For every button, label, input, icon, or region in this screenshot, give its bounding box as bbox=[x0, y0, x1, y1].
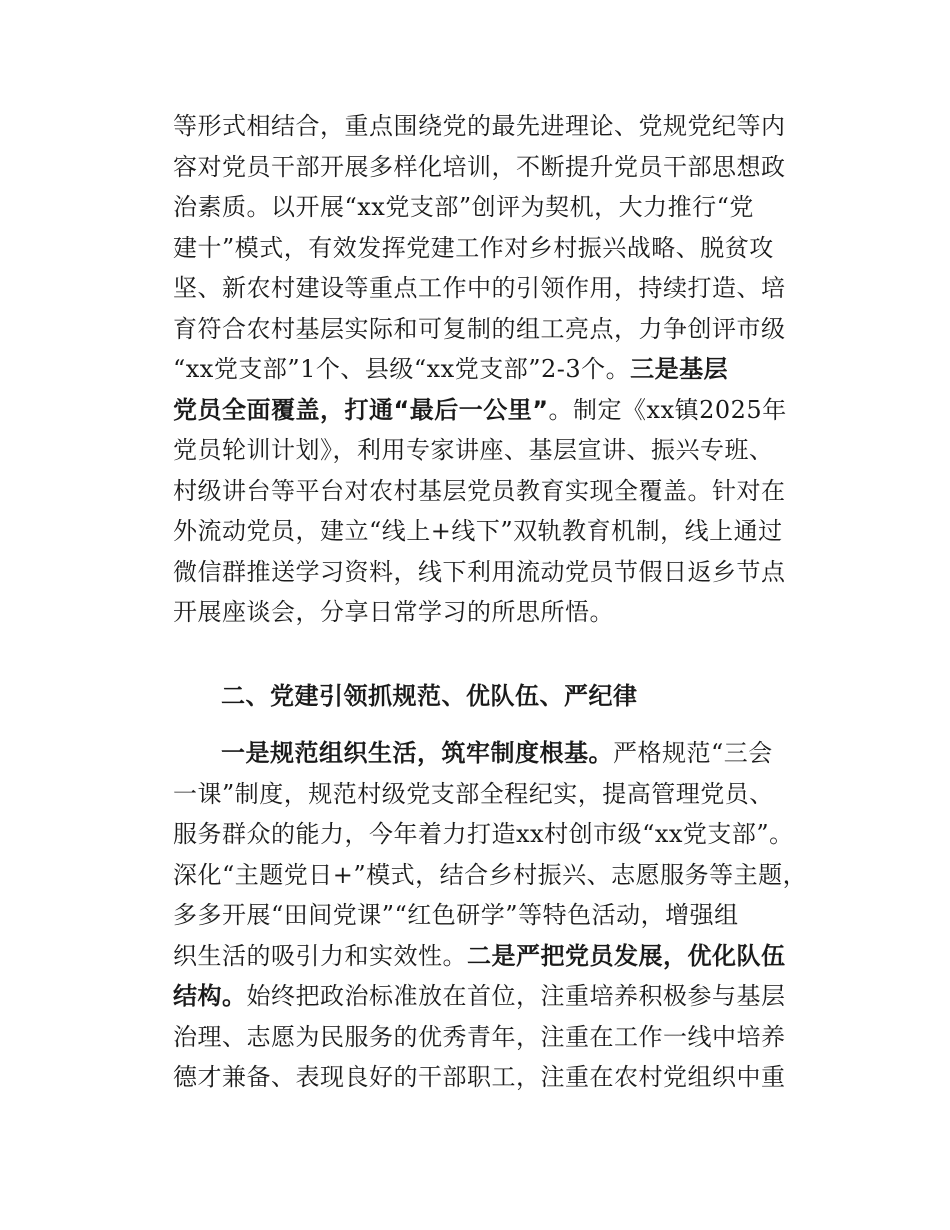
text-line bbox=[173, 936, 813, 977]
text-line: 等形式相结合，重点围绕党的最先进理论、党规党纪等内 bbox=[173, 112, 786, 140]
bold-lead-text: 党员全面覆盖，打通“最后一公里” bbox=[173, 395, 549, 424]
text-line: 深化“主题党日+”模式，结合乡村振兴、志愿服务等主题， bbox=[173, 860, 808, 889]
bold-lead-text: 一是规范组织生活，筑牢制度根基。 bbox=[221, 739, 613, 767]
text-line: 建十”模式，有效发挥党建工作对乡村振兴战略、脱贫攻 bbox=[173, 233, 774, 262]
text-line: 微信群推送学习资料，线下利用流动党员节假日返乡节点 bbox=[173, 557, 786, 586]
text-line: 开展座谈会，分享日常学习的所思所悟。 bbox=[173, 598, 614, 626]
section-heading: 二、党建引领抓规范、优队伍、严纪律 bbox=[221, 682, 638, 710]
bold-lead-text: 三是基层 bbox=[630, 355, 729, 383]
text-line: 多多开展“田间党课”“红色研学”等特色活动，增强组 bbox=[173, 901, 739, 929]
text-line bbox=[173, 390, 813, 431]
text-line: 一课”制度，规范村级党支部全程纪实，提高管理党员、 bbox=[173, 779, 774, 808]
text-run: 织生活的吸引力和实效性。 bbox=[173, 941, 467, 970]
text-line: 服务群众的能力，今年着力打造xx村创市级“xx党支部”。 bbox=[173, 820, 794, 848]
text-line: 治理、志愿为民服务的优秀青年，注重在工作一线中培养 bbox=[173, 1022, 786, 1051]
paragraph-training bbox=[173, 106, 813, 633]
text-line: 容对党员干部开展多样化培训，不断提升党员干部思想政 bbox=[173, 152, 786, 181]
text-run: 始终把政治标准放在首位，注重培养积极参与基层 bbox=[246, 982, 786, 1010]
text-line bbox=[173, 733, 813, 774]
text-run: 严格规范“三会 bbox=[613, 739, 773, 767]
text-line: 村级讲台等平台对农村基层党员教育实现全覆盖。针对在 bbox=[173, 476, 786, 505]
text-run: “xx党支部”1个、县级“xx党支部”2-3个。 bbox=[173, 355, 631, 383]
bold-lead-text: 结构。 bbox=[173, 982, 247, 1010]
text-line bbox=[173, 976, 813, 1017]
paragraph-organization bbox=[173, 733, 813, 1098]
text-line: 治素质。以开展“xx党支部”创评为契机，大力推行“党 bbox=[173, 193, 754, 221]
text-line: 德才兼备、表现良好的干部职工，注重在农村党组织中重 bbox=[173, 1063, 786, 1091]
bold-lead-text: 二是严把党员发展，优化队伍 bbox=[467, 941, 786, 970]
text-line: 育符合农村基层实际和可复制的组工亮点，力争创评市级 bbox=[173, 314, 786, 343]
text-line: 外流动党员，建立“线上+线下”双轨教育机制，线上通过 bbox=[173, 517, 783, 545]
text-run: 。制定《xx镇2025年 bbox=[548, 395, 787, 424]
text-line bbox=[173, 349, 813, 390]
text-line: 坚、新农村建设等重点工作中的引领作用，持续打造、培 bbox=[173, 274, 786, 302]
text-line: 党员轮训计划》，利用专家讲座、基层宣讲、振兴专班、 bbox=[173, 436, 774, 464]
